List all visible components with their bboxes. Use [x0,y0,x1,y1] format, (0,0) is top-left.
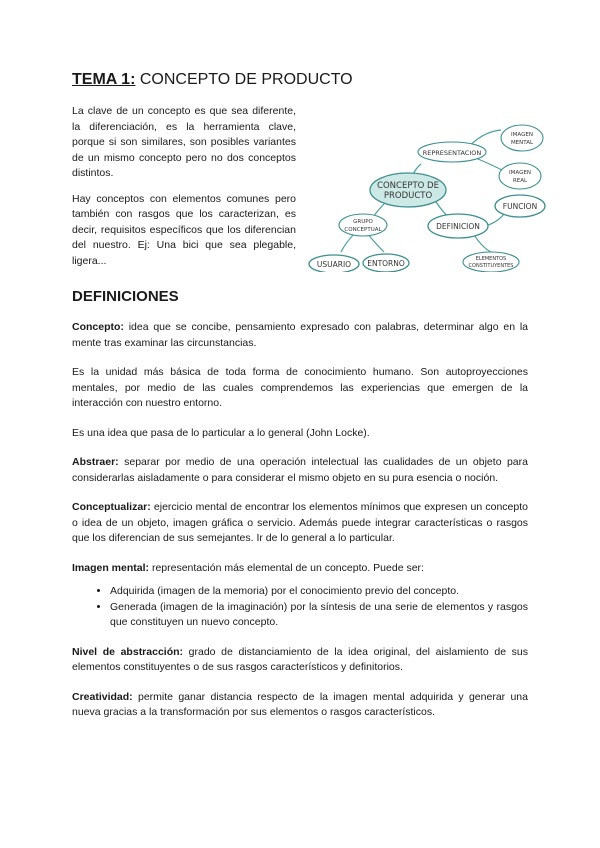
term-nivel-abstraccion: Nivel de abstracción: [72,645,184,658]
term-imagen-mental: Imagen mental: [72,561,150,574]
def-conceptualizar: Conceptualizar: ejercicio mental de encontrar los elementos mínimos que expresen un concepto o idea de un objeto, imagen gráfica o servicio. Además puede integrar características o rasgos que los diferencian de sus semejantes. Ir de lo general a lo particular. [72,501,528,544]
mindmap-grupo [339,214,387,236]
intro-paragraph-2: Hay conceptos con elementos comunes pero también con rasgos que los caracterizan, es decir, requisitos específicos que los diferencian del nuestro. Ej: Una bici que sea plegable, ligera... [72,192,296,267]
document-page [72,70,538,735]
mindmap-elementos [463,252,519,272]
svg-text:USUARIO: USUARIO [316,260,352,269]
def-locke: Es una idea que pasa de lo particular a lo general (John Locke). [72,426,370,439]
svg-text:CONSTITUYENTES: CONSTITUYENTES [468,263,514,269]
svg-text:IMAGEN: IMAGEN [509,170,531,176]
mindmap-usuario [309,255,359,272]
mindmap-center-line1: CONCEPTO DE [377,181,439,191]
intro-text [72,104,296,269]
def-creatividad: Creatividad: permite ganar distancia respecto de la imagen mental adquirida y generar una nueva gracias a la transformación por sus elementos o rasgos característicos. [72,690,528,718]
def-nivel-abstraccion: Nivel de abstracción: grado de distanciamiento de la idea original, del aislamiento de sus elementos constituyentes o de sus rasgos característicos y definitorios. [72,645,529,673]
svg-text:ENTORNO: ENTORNO [367,259,405,268]
mindmap-representacion [418,142,486,162]
svg-text:FUNCION: FUNCION [502,202,538,211]
def-abstraer: Abstraer: separar por medio de una operación intelectual las cualidades de un objeto para considerarlas aisladamente o para considerar el mismo objeto en su pura esencia o noción. [72,456,528,484]
title-text: CONCEPTO DE PRODUCTO [135,71,353,88]
svg-text:CONCEPTUAL: CONCEPTUAL [344,227,382,233]
mindmap-center-line2: PRODUCTO [383,191,433,201]
definiciones-heading: DEFINICIONES [72,288,179,305]
svg-text:REAL: REAL [512,178,528,184]
mindmap-definicion [428,214,488,238]
title-number: TEMA 1: [72,71,136,88]
list-item: • Adquirida (imagen de la memoria) por el conocimiento previo del concepto. [110,584,528,600]
def-unidad: Es la unidad más básica de toda forma de conocimiento humano. Son autoproyecciones mentales, por medio de las cuales comprendemos las experiencias que emergen de la interacción con nuestro entorno. [72,366,528,409]
mindmap-entorno [363,254,409,272]
svg-text:IMAGEN: IMAGEN [511,132,533,138]
page-title [72,70,528,90]
svg-text:REPRESENTACION: REPRESENTACION [422,149,482,157]
svg-text:MENTAL: MENTAL [510,140,534,146]
svg-text:DEFINICION: DEFINICION [436,222,480,231]
list-item: • Generada (imagen de la imaginación) por la síntesis de una serie de elementos y rasgos que constituyen un nuevo concepto. [110,600,528,631]
intro-section [72,104,538,270]
mindmap-imagen-real [499,163,541,189]
mindmap-funcion [495,195,545,217]
concept-mindmap [306,102,546,272]
term-concepto: Concepto: [72,321,124,333]
def-imagen-mental: Imagen mental: representación más elemental de un concepto. Puede ser: [72,561,424,574]
imagen-mental-list [72,584,528,631]
def-concepto: Concepto: idea que se concibe, pensamiento expresado con palabras, determinar algo en la mente tras examinar las circunstancias. [72,321,528,349]
svg-text:ELEMENTOS: ELEMENTOS [475,256,507,262]
intro-paragraph-1: La clave de un concepto es que sea diferente, la diferenciación, es la herramienta clave, porque si son similares, son posibles variantes de un mismo concepto pero no dos conceptos distintos. [72,105,296,179]
mindmap-imagen-mental [501,125,543,151]
term-creatividad: Creatividad: [72,690,133,703]
term-conceptualizar: Conceptualizar: [72,501,151,513]
svg-text:GRUPO: GRUPO [353,219,373,225]
mindmap-center [370,173,446,207]
term-abstraer: Abstraer: [72,456,119,468]
